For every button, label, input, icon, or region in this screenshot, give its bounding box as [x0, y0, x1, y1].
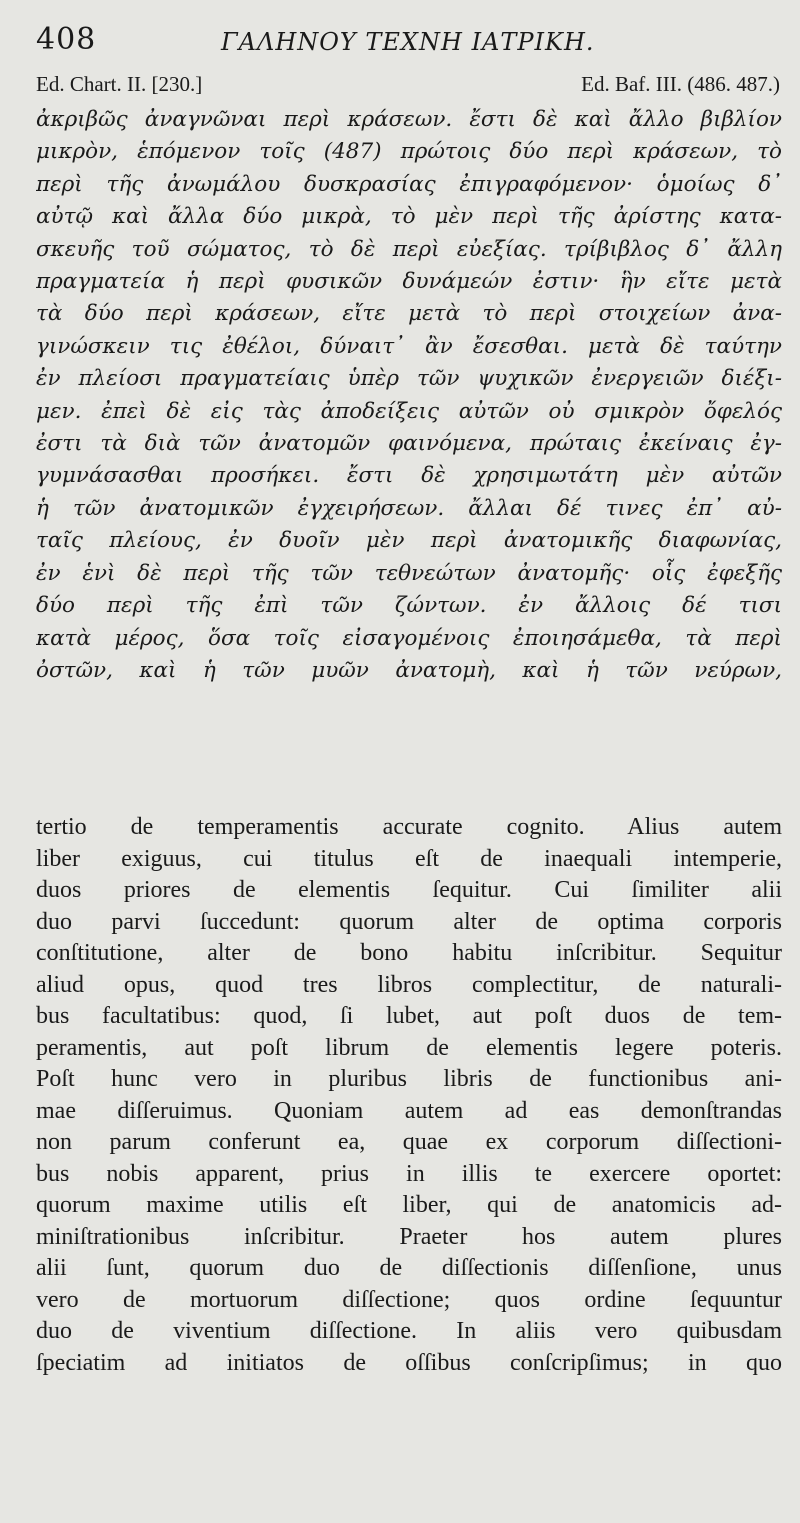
- greek-line: σκευῆς τοῦ σώματος, τὸ δὲ περὶ εὐεξίας. τρίβιβλος δ᾽ ἄλλη: [36, 236, 782, 262]
- greek-line: μεν. ἐπεὶ δὲ εἰς τὰς ἀποδείξεις αὐτῶν οὐ σμικρὸν ὄφελός: [36, 398, 782, 424]
- latin-line: ſpeciatim ad initiatos de oſſibus conſcripſimus; in quo: [36, 1349, 782, 1376]
- page-number: 408: [36, 22, 97, 57]
- latin-line: tertio de temperamentis accurate cognito. Alius autem: [36, 814, 782, 840]
- latin-line: aliud opus, quod tres libros complectitur, de naturali-: [36, 971, 782, 998]
- latin-line: bus nobis apparent, prius in illis te exercere oportet:: [36, 1160, 782, 1187]
- greek-line: ἡ τῶν ἀνατομικῶν ἐγχειρήσεων. ἄλλαι δέ τινες ἐπ᾽ αὐ-: [36, 495, 782, 521]
- latin-line: liber exiguus, cui titulus eſt de inaequali intemperie,: [36, 845, 782, 872]
- greek-line: ἐν πλείοσι πραγματείαις ὑπὲρ τῶν ψυχικῶν ἐνεργειῶν διέξι-: [36, 366, 782, 392]
- latin-line: mae diſſeruimus. Quoniam autem ad eas demonſtrandas: [36, 1097, 782, 1124]
- latin-line: peramentis, aut poſt librum de elementis legere poteris.: [36, 1034, 782, 1061]
- page-header: [36, 22, 764, 62]
- edition-reference-basel: Ed. Baf. III. (486. 487.): [581, 72, 780, 96]
- greek-line: δύο περὶ τῆς ἐπὶ τῶν ζώντων. ἐν ἄλλοις δέ τισι: [36, 593, 782, 619]
- running-title: ΓΑΛΗΝΟΥ ΤΕΧΝΗ ΙΑΤΡΙΚΗ.: [221, 28, 595, 56]
- latin-line: alii ſunt, quorum duo de diſſectionis diſſenſione, unus: [36, 1255, 782, 1281]
- greek-line: ταῖς πλείους, ἐν δυοῖν μὲν περὶ ἀνατομικῆς διαφωνίας,: [36, 528, 782, 554]
- latin-line: quorum maxime utilis eſt liber, qui de anatomicis ad-: [36, 1192, 782, 1218]
- greek-line: γινώσκειν τις ἐθέλοι, δύναιτ᾽ ἂν ἔσεσθαι. μετὰ δὲ ταύτην: [36, 333, 782, 359]
- latin-text-block: [36, 812, 782, 1379]
- greek-line: τὰ δύο περὶ κράσεων, εἴτε μετὰ τὸ περὶ στοιχείων ἀνα-: [36, 301, 782, 327]
- greek-line: ὀστῶν, καὶ ἡ τῶν μυῶν ἀνατομὴ, καὶ ἡ τῶν νεύρων,: [36, 657, 782, 683]
- latin-line: duo parvi ſuccedunt: quorum alter de optima corporis: [36, 908, 782, 935]
- greek-line: γυμνάσασθαι προσήκει. ἔστι δὲ χρησιμωτάτη μὲν αὐτῶν: [36, 463, 782, 489]
- greek-line: πραγματεία ἡ περὶ φυσικῶν δυνάμεών ἐστιν· ἣν εἴτε μετὰ: [36, 269, 782, 295]
- greek-line: ἐστι τὰ διὰ τῶν ἀνατομῶν φαινόμενα, πρώταις ἐκείναις ἐγ-: [36, 431, 782, 457]
- greek-line: ἐν ἑνὶ δὲ περὶ τῆς τῶν τεθνεώτων ἀνατομῆς· οἷς ἐφεξῆς: [36, 560, 782, 586]
- latin-line: Poſt hunc vero in pluribus libris de functionibus ani-: [36, 1066, 782, 1092]
- greek-line: κατὰ μέρος, ὅσα τοῖς εἰσαγομένοις ἐποιησάμεθα, τὰ περὶ: [36, 625, 782, 651]
- greek-text-block: [36, 104, 782, 687]
- edition-references: [36, 72, 780, 104]
- greek-line: ἀκριβῶς ἀναγνῶναι περὶ κράσεων. ἔστι δὲ καὶ ἄλλο βιβλίον: [36, 107, 782, 132]
- latin-line: duo de viventium diſſectione. In aliis vero quibusdam: [36, 1318, 782, 1344]
- latin-line: vero de mortuorum diſſectione; quos ordine ſequuntur: [36, 1286, 782, 1313]
- latin-line: non parum conferunt ea, quae ex corporum diſſectioni-: [36, 1129, 782, 1155]
- greek-line: μικρὸν, ἑπόμενον τοῖς (487) πρώτοις δύο περὶ κράσεων, τὸ: [36, 139, 782, 165]
- latin-line: miniſtrationibus inſcribitur. Praeter hos autem plures: [36, 1223, 782, 1250]
- latin-line: bus facultatibus: quod, ſi lubet, aut poſt duos de tem-: [36, 1003, 782, 1029]
- latin-line: duos priores de elementis ſequitur. Cui ſimiliter alii: [36, 877, 782, 903]
- greek-line: αὐτῷ καὶ ἄλλα δύο μικρὰ, τὸ μὲν περὶ τῆς ἀρίστης κατα-: [36, 204, 782, 230]
- edition-reference-chart: Ed. Chart. II. [230.]: [36, 72, 203, 96]
- greek-line: περὶ τῆς ἀνωμάλου δυσκρασίας ἐπιγραφόμενον· ὁμοίως δ᾽: [36, 171, 782, 197]
- latin-line: conſtitutione, alter de bono habitu inſcribitur. Sequitur: [36, 940, 782, 966]
